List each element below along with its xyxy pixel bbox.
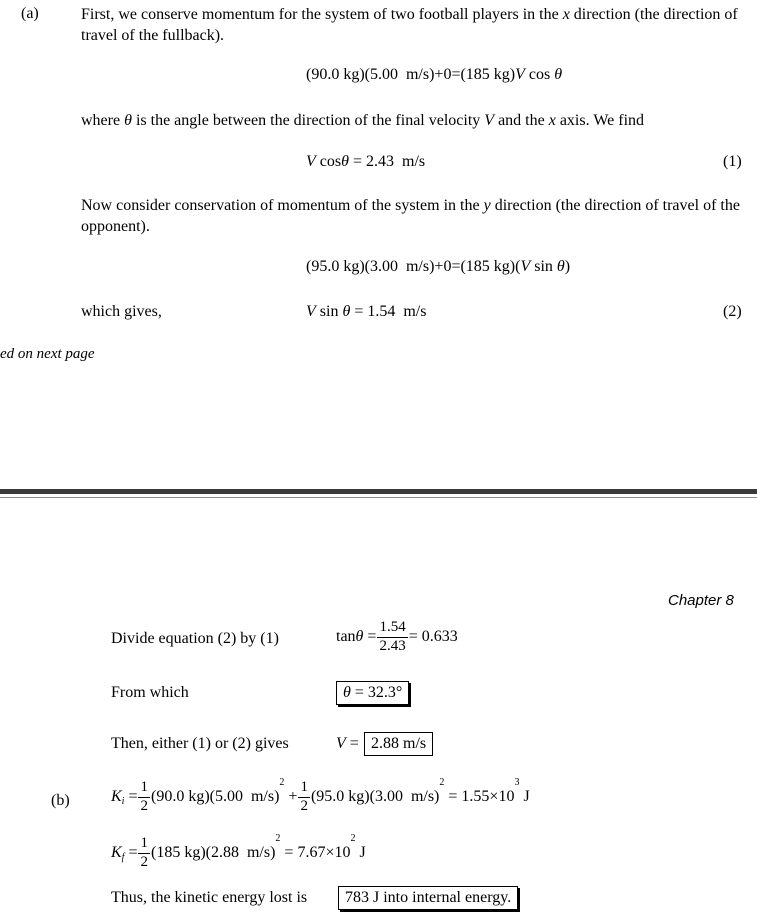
half-fraction: $\frac{1}{2}$	[140, 779, 148, 814]
equation-x-momentum: (90.0 kg)(5.00 m/s)+0=(185 kg)V cos θ	[306, 66, 563, 83]
tan-equation: tanθ = $\frac{1.54}{2.43}$ = 0.633	[336, 619, 458, 654]
half-fraction: $\frac{1}{2}$	[300, 779, 308, 814]
equation-2-number: (2)	[723, 303, 742, 320]
v-prefix: V =	[336, 735, 359, 752]
part-b-label: (b)	[51, 792, 70, 809]
ki-equation: $K_i$ = $\frac{1}{2}$ (90.0 kg)(5.00 m/s)$^2$ + $\frac{1}{2}$ (95.0 kg)(3.00 $m/s)^2 = 1.55\times 10^3$ J	[111, 777, 530, 814]
equation-1: V cosθ = 2.43 m/s	[306, 153, 426, 170]
theta-result-box: θ = 32.3°	[336, 681, 409, 705]
equation-y-momentum: (95.0 kg)(3.00 m/s)+0=(185 kg)(V sin θ)	[306, 258, 571, 275]
tan-fraction: $\frac{1.54}{2.43}$	[379, 619, 406, 654]
divide-label: Divide equation (2) by (1)	[111, 630, 279, 647]
equation-2: V sin θ = 1.54 m/s	[306, 303, 427, 320]
page-separator-thick	[0, 489, 757, 494]
chapter-header: Chapter 8	[668, 592, 734, 609]
thus-label: Thus, the kinetic energy lost is	[111, 889, 308, 906]
half-fraction: $\frac{1}{2}$	[140, 835, 148, 870]
then-label: Then, either (1) or (2) gives	[111, 735, 289, 752]
energy-lost-box: 783 J into internal energy.	[338, 886, 518, 910]
kf-equation: $K_f$ = $\frac{1}{2}$ (185 kg)(2.88 $m/s)^2 = 7.67\times 10^2$ J	[111, 833, 366, 870]
page-separator-thin	[0, 497, 757, 498]
v-result-box: 2.88 m/s	[364, 732, 433, 756]
continued-note: ed on next page	[0, 346, 95, 362]
y-direction-text: Now consider conservation of momentum of the system in the y direction (the direction of travel of the opponent).	[81, 197, 740, 235]
where-text: where θ is the angle between the direction of the final velocity V and the x axis. We find	[81, 112, 645, 129]
part-a-label: (a)	[21, 5, 39, 22]
which-gives-label: which gives,	[81, 303, 162, 320]
from-which-label: From which	[111, 684, 189, 701]
part-a-intro: First, we conserve momentum for the system of two football players in the x direction (the direction of travel of the fullback).	[81, 6, 738, 44]
equation-1-number: (1)	[723, 153, 742, 170]
